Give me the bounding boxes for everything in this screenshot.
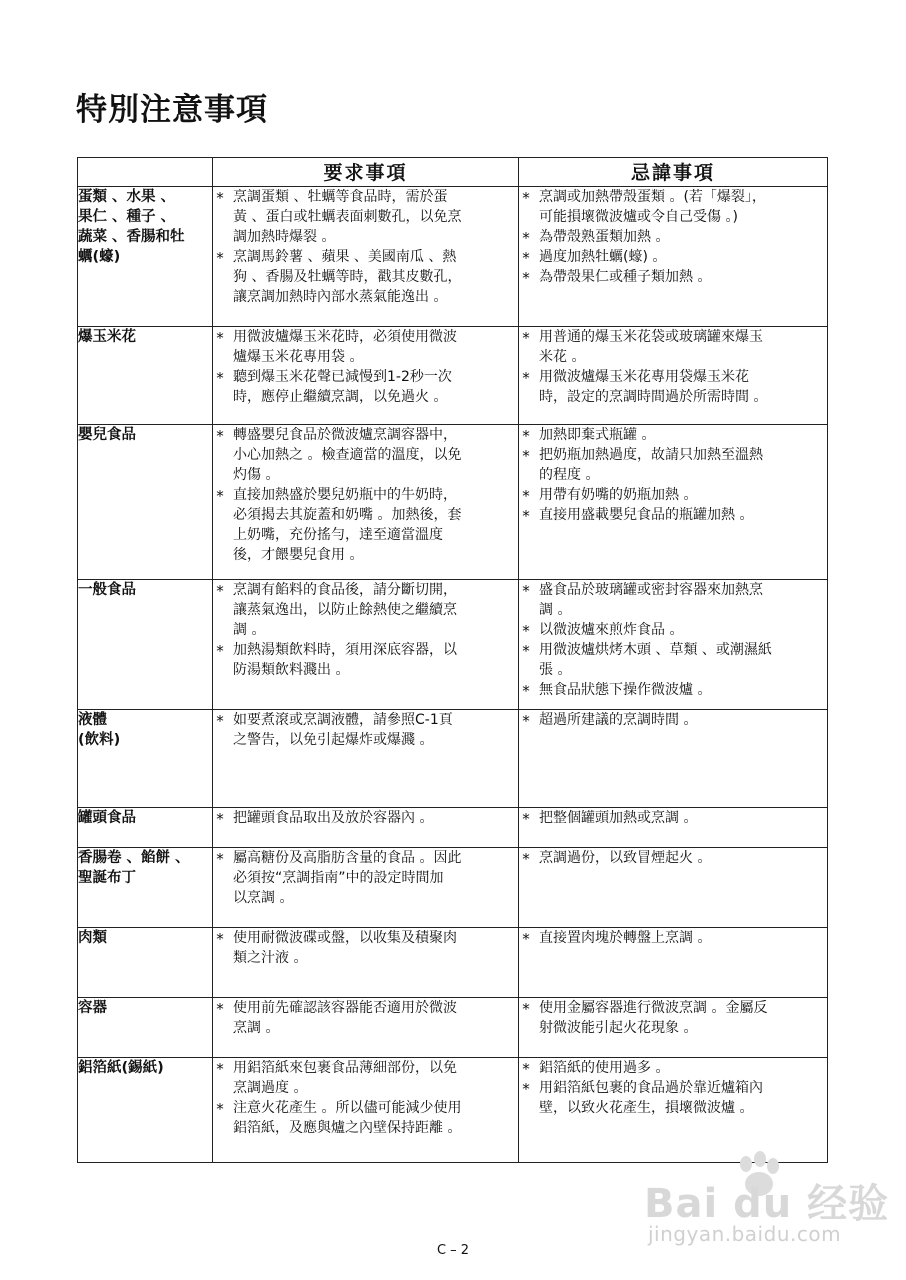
do-cell xyxy=(213,425,519,580)
list-item xyxy=(519,928,827,948)
table-row xyxy=(78,425,828,580)
watermark-url: jingyan.baidu.com xyxy=(648,1222,842,1246)
category-header xyxy=(78,158,213,187)
bullet-star: * xyxy=(522,447,530,465)
dont-cell xyxy=(519,425,828,580)
list-item xyxy=(213,928,518,968)
item-text-line: 必須按“烹調指南”中的設定時間加 xyxy=(233,870,444,886)
bullet-star: * xyxy=(216,930,224,948)
category-label: 嬰兒食品 xyxy=(78,427,136,443)
list-item xyxy=(519,580,827,620)
do-cell xyxy=(213,710,519,808)
requirement-list xyxy=(213,187,518,307)
item-text-line: 鋁箔紙，及應與爐之內壁保持距離 。 xyxy=(233,1120,462,1136)
category-label: 爆玉米花 xyxy=(78,329,136,345)
bullet-star: * xyxy=(522,712,530,730)
category-label: 鋁箔紙(錫紙) xyxy=(78,1060,164,1076)
item-text-line: 為帶殼果仁或種子類加熱 。 xyxy=(539,269,712,285)
bullet-star: * xyxy=(216,1100,224,1118)
item-text-line: 如要煮滾或烹調液體，請參照C-1頁 xyxy=(233,712,453,728)
item-text-line: 時，應停止繼續烹調，以免過火 。 xyxy=(233,389,448,405)
bullet-star: * xyxy=(522,810,530,828)
item-text-line: 灼傷 。 xyxy=(233,467,280,483)
bullet-star: * xyxy=(216,712,224,730)
item-text-line: 為帶殼熟蛋類加熱 。 xyxy=(539,229,670,245)
item-text-line: 調 。 xyxy=(539,602,572,618)
item-text-line: 用微波爐烘烤木頭 、草類 、或潮濕紙 xyxy=(539,642,772,658)
list-item xyxy=(519,710,827,730)
list-item xyxy=(213,640,518,680)
requirement-list xyxy=(213,808,518,828)
list-item xyxy=(213,1058,518,1098)
list-item xyxy=(213,1098,518,1138)
table-row xyxy=(78,580,828,710)
item-text-line: 聽到爆玉米花聲已減慢到1-2秒一次 xyxy=(233,369,452,385)
table-row xyxy=(78,808,828,848)
bullet-star: * xyxy=(522,642,530,660)
bullet-star: * xyxy=(522,329,530,347)
category-cell xyxy=(78,187,213,327)
item-text-line: 必須揭去其旋蓋和奶嘴 。加熱後，套 xyxy=(233,507,462,523)
list-item xyxy=(519,187,827,227)
category-label: 蛋類 、水果 、 xyxy=(78,189,176,205)
item-text-line: 防湯類飲料濺出 。 xyxy=(233,662,350,678)
item-text-line: 烹調或加熱帶殼蛋類 。(若「爆裂」， xyxy=(539,189,766,205)
dont-cell xyxy=(519,848,828,928)
list-item xyxy=(519,267,827,287)
bullet-star: * xyxy=(216,249,224,267)
list-item xyxy=(213,848,518,908)
category-label: 蔬菜 、香腸和牡 xyxy=(78,229,185,245)
dont-cell xyxy=(519,1058,828,1163)
dont-cell xyxy=(519,580,828,710)
item-text-line: 無食品狀態下操作微波爐 。 xyxy=(539,682,712,698)
bullet-star: * xyxy=(522,229,530,247)
category-label: 肉類 xyxy=(78,930,107,946)
requirement-list xyxy=(213,998,518,1038)
page-title: 特別注意事項 xyxy=(76,92,268,128)
item-text-line: 盛食品於玻璃罐或密封容器來加熱烹 xyxy=(539,582,763,598)
item-text-line: 用微波爐爆玉米花專用袋爆玉米花 xyxy=(539,369,749,385)
list-item xyxy=(213,998,518,1038)
bullet-star: * xyxy=(522,507,530,525)
category-cell xyxy=(78,848,213,928)
item-text-line: 上奶嘴，充份搖勻，達至適當溫度 xyxy=(233,527,443,543)
item-text-line: 烹調馬鈴薯 、蘋果 、美國南瓜 、熱 xyxy=(233,249,457,265)
category-cell xyxy=(78,998,213,1058)
category-cell xyxy=(78,808,213,848)
bullet-star: * xyxy=(216,642,224,660)
list-item xyxy=(519,620,827,640)
bullet-star: * xyxy=(216,369,224,387)
do-cell xyxy=(213,1058,519,1163)
table-body xyxy=(78,187,828,1163)
table-row xyxy=(78,710,828,808)
table-row xyxy=(78,1058,828,1163)
list-item xyxy=(519,640,827,680)
bullet-star: * xyxy=(522,487,530,505)
bullet-star: * xyxy=(216,810,224,828)
list-item xyxy=(519,998,827,1038)
item-text-line: 的程度 。 xyxy=(539,467,600,483)
item-text-line: 把奶瓶加熱過度，故請只加熱至溫熱 xyxy=(539,447,763,463)
category-cell xyxy=(78,710,213,808)
bullet-star: * xyxy=(522,269,530,287)
list-item xyxy=(519,227,827,247)
requirement-list xyxy=(213,580,518,680)
list-item xyxy=(213,367,518,407)
category-label: 蠣(蠔) xyxy=(78,249,121,265)
prohibition-list xyxy=(519,580,827,700)
prohibition-list xyxy=(519,187,827,287)
list-item xyxy=(519,247,827,267)
category-label: (飲料) xyxy=(78,732,121,748)
dont-cell xyxy=(519,327,828,425)
item-text-line: 射微波能引起火花現象 。 xyxy=(539,1020,698,1036)
list-item xyxy=(213,247,518,307)
category-label: 液體 xyxy=(78,712,107,728)
requirement-list xyxy=(213,425,518,565)
list-item xyxy=(519,1078,827,1118)
list-item xyxy=(213,485,518,565)
bullet-star: * xyxy=(216,582,224,600)
category-label: 香腸卷 、餡餅 、 xyxy=(78,850,190,866)
table-row xyxy=(78,327,828,425)
bullet-star: * xyxy=(216,487,224,505)
requirement-list xyxy=(213,327,518,407)
do-cell xyxy=(213,580,519,710)
item-text-line: 直接加熱盛於嬰兒奶瓶中的牛奶時， xyxy=(233,487,457,503)
table-header-row xyxy=(78,158,828,187)
item-text-line: 調 。 xyxy=(233,622,266,638)
dont-header: 忌諱事項 xyxy=(519,158,828,187)
do-cell xyxy=(213,187,519,327)
bullet-star: * xyxy=(522,850,530,868)
category-cell xyxy=(78,928,213,998)
item-text-line: 使用金屬容器進行微波烹調 。金屬反 xyxy=(539,1000,768,1016)
item-text-line: 以微波爐來煎炸食品 。 xyxy=(539,622,684,638)
item-text-line: 類之汁液 。 xyxy=(233,950,308,966)
list-item xyxy=(213,710,518,750)
item-text-line: 調加熱時爆裂 。 xyxy=(233,229,336,245)
item-text-line: 直接置肉塊於轉盤上烹調 。 xyxy=(539,930,712,946)
do-cell xyxy=(213,327,519,425)
table-row xyxy=(78,187,828,327)
item-text-line: 狗 、香腸及牡蠣等時，戳其皮數孔， xyxy=(233,269,462,285)
list-item xyxy=(519,367,827,407)
requirement-list xyxy=(213,848,518,908)
list-item xyxy=(519,505,827,525)
dont-cell xyxy=(519,187,828,327)
item-text-line: 加熱湯類飲料時，須用深底容器，以 xyxy=(233,642,457,658)
bullet-star: * xyxy=(216,850,224,868)
list-item xyxy=(519,445,827,485)
item-text-line: 後，才餵嬰兒食用 。 xyxy=(233,547,364,563)
item-text-line: 之警告，以免引起爆炸或爆濺 。 xyxy=(233,732,434,748)
item-text-line: 烹調蛋類 、牡蠣等食品時，需於蛋 xyxy=(233,189,448,205)
precautions-table xyxy=(77,157,828,1163)
item-text-line: 可能損壞微波爐或令自己受傷 。) xyxy=(539,209,738,225)
item-text-line: 把整個罐頭加熱或烹調 。 xyxy=(539,810,698,826)
item-text-line: 用鋁箔紙包裹的食品過於靠近爐箱內 xyxy=(539,1080,763,1096)
baidu-watermark xyxy=(640,1150,890,1250)
requirement-list xyxy=(213,710,518,750)
do-cell xyxy=(213,998,519,1058)
bullet-star: * xyxy=(522,930,530,948)
list-item xyxy=(213,808,518,828)
item-text-line: 直接用盛載嬰兒食品的瓶罐加熱 。 xyxy=(539,507,754,523)
bullet-star: * xyxy=(522,1060,530,1078)
item-text-line: 烹調過度 。 xyxy=(233,1080,308,1096)
item-text-line: 讓烹調加熱時內部水蒸氣能逸出 。 xyxy=(233,289,448,305)
prohibition-list xyxy=(519,848,827,868)
bullet-star: * xyxy=(522,582,530,600)
item-text-line: 用帶有奶嘴的奶瓶加熱 。 xyxy=(539,487,698,503)
category-label: 聖誕布丁 xyxy=(78,870,136,886)
list-item xyxy=(519,327,827,367)
list-item xyxy=(519,680,827,700)
do-cell xyxy=(213,928,519,998)
dont-cell xyxy=(519,998,828,1058)
bullet-star: * xyxy=(522,622,530,640)
bullet-star: * xyxy=(216,427,224,445)
list-item xyxy=(519,485,827,505)
bullet-star: * xyxy=(216,189,224,207)
item-text-line: 烹調有餡料的食品後，請分斷切開， xyxy=(233,582,457,598)
table-row xyxy=(78,998,828,1058)
dont-cell xyxy=(519,928,828,998)
item-text-line: 轉盛嬰兒食品於微波爐烹調容器中， xyxy=(233,427,457,443)
item-text-line: 張 。 xyxy=(539,662,572,678)
category-cell xyxy=(78,425,213,580)
item-text-line: 讓蒸氣逸出，以防止餘熱使之繼續烹 xyxy=(233,602,457,618)
do-header: 要求事項 xyxy=(213,158,519,187)
category-label: 罐頭食品 xyxy=(78,810,136,826)
category-cell xyxy=(78,580,213,710)
bullet-star: * xyxy=(522,1080,530,1098)
table-row xyxy=(78,848,828,928)
prohibition-list xyxy=(519,425,827,525)
category-cell xyxy=(78,1058,213,1163)
item-text-line: 用普通的爆玉米花袋或玻璃罐來爆玉 xyxy=(539,329,763,345)
bullet-star: * xyxy=(522,249,530,267)
bullet-star: * xyxy=(216,329,224,347)
item-text-line: 以烹調 。 xyxy=(233,890,294,906)
bullet-star: * xyxy=(522,189,530,207)
list-item xyxy=(519,1058,827,1078)
requirement-list xyxy=(213,928,518,968)
item-text-line: 過度加熱牡蠣(蠔) 。 xyxy=(539,249,667,265)
bullet-star: * xyxy=(216,1000,224,1018)
requirement-list xyxy=(213,1058,518,1138)
bullet-star: * xyxy=(522,427,530,445)
prohibition-list xyxy=(519,808,827,828)
item-text-line: 使用耐微波碟或盤，以收集及積聚肉 xyxy=(233,930,457,946)
list-item xyxy=(213,580,518,640)
item-text-line: 烹調 。 xyxy=(233,1020,280,1036)
category-label: 一般食品 xyxy=(78,582,136,598)
list-item xyxy=(213,187,518,247)
watermark-brand: Bai du 经验 xyxy=(644,1181,890,1227)
prohibition-list xyxy=(519,327,827,407)
prohibition-list xyxy=(519,710,827,730)
bullet-star: * xyxy=(522,682,530,700)
item-text-line: 屬高糖份及高脂肪含量的食品 。因此 xyxy=(233,850,462,866)
category-label: 果仁 、種子 、 xyxy=(78,209,176,225)
item-text-line: 米花 。 xyxy=(539,349,586,365)
item-text-line: 鋁箔紙的使用過多 。 xyxy=(539,1060,670,1076)
item-text-line: 用鋁箔紙來包裹食品薄細部份，以免 xyxy=(233,1060,457,1076)
item-text-line: 黃 、蛋白或牡蠣表面刺數孔，以免烹 xyxy=(233,209,462,225)
item-text-line: 超過所建議的烹調時間 。 xyxy=(539,712,698,728)
item-text-line: 小心加熱之 。檢查適當的溫度，以免 xyxy=(233,447,462,463)
page-number: C – 2 xyxy=(436,1243,470,1258)
item-text-line: 把罐頭食品取出及放於容器內 。 xyxy=(233,810,434,826)
list-item xyxy=(519,425,827,445)
do-cell xyxy=(213,808,519,848)
prohibition-list xyxy=(519,1058,827,1118)
do-cell xyxy=(213,848,519,928)
item-text-line: 爐爆玉米花專用袋 。 xyxy=(233,349,364,365)
category-label: 容器 xyxy=(78,1000,107,1016)
prohibition-list xyxy=(519,928,827,948)
item-text-line: 注意火花產生 。所以儘可能減少使用 xyxy=(233,1100,462,1116)
bullet-star: * xyxy=(522,369,530,387)
bullet-star: * xyxy=(522,1000,530,1018)
dont-cell xyxy=(519,808,828,848)
item-text-line: 時，設定的烹調時間過於所需時間 。 xyxy=(539,389,768,405)
bullet-star: * xyxy=(216,1060,224,1078)
item-text-line: 壁，以致火花產生，損壞微波爐 。 xyxy=(539,1100,754,1116)
item-text-line: 使用前先確認該容器能否適用於微波 xyxy=(233,1000,457,1016)
item-text-line: 加熱即棄式瓶罐 。 xyxy=(539,427,656,443)
item-text-line: 烹調過份，以致冒煙起火 。 xyxy=(539,850,712,866)
list-item xyxy=(519,808,827,828)
item-text-line: 用微波爐爆玉米花時，必須使用微波 xyxy=(233,329,457,345)
dont-cell xyxy=(519,710,828,808)
list-item xyxy=(213,327,518,367)
table-row xyxy=(78,928,828,998)
category-cell xyxy=(78,327,213,425)
list-item xyxy=(213,425,518,485)
list-item xyxy=(519,848,827,868)
prohibition-list xyxy=(519,998,827,1038)
